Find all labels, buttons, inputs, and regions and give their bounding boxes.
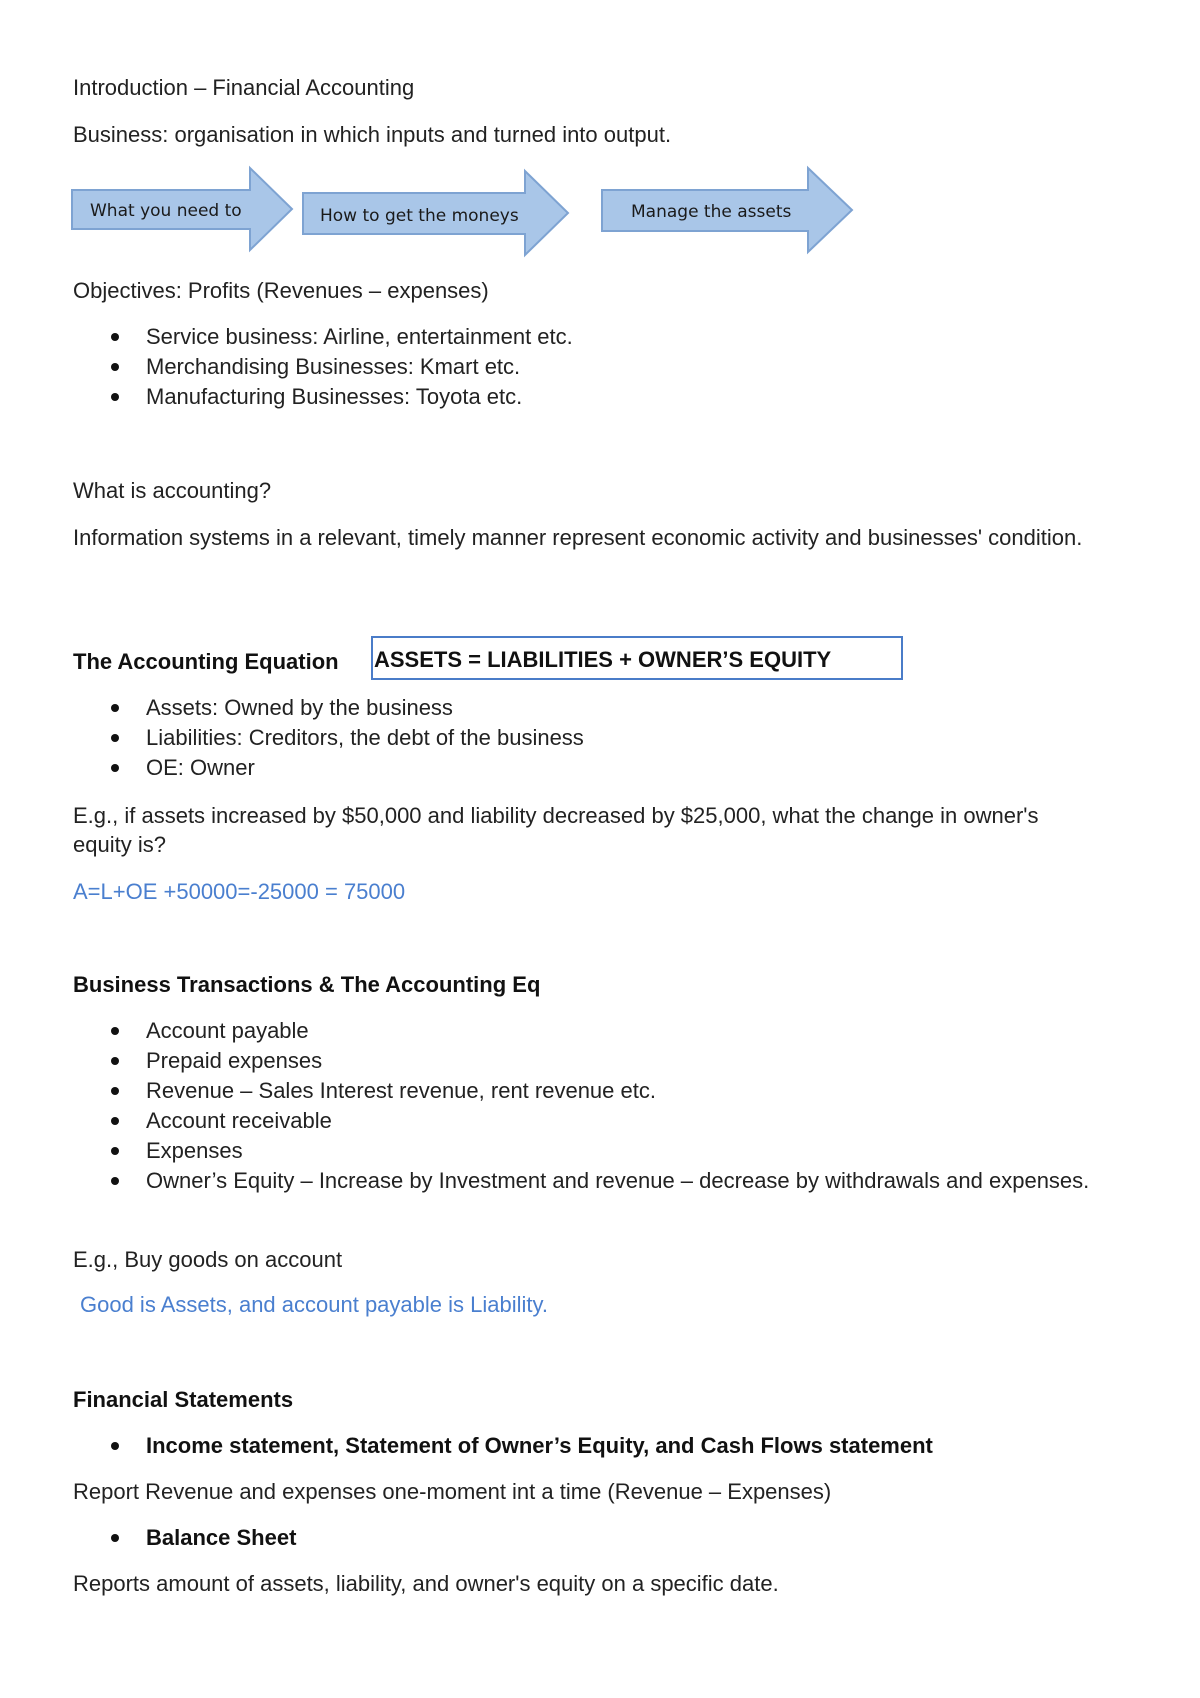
list-item: Income statement, Statement of Owner’s Equity, and Cash Flows statement xyxy=(73,1431,1156,1461)
list-item: Manufacturing Businesses: Toyota etc. xyxy=(73,382,1156,412)
transactions-list xyxy=(73,1016,1156,1196)
list-item: OE: Owner xyxy=(73,753,1156,783)
list-item: Account payable xyxy=(73,1016,1156,1046)
objectives-text: Objectives: Profits (Revenues – expenses) xyxy=(73,278,489,303)
statements-list-1 xyxy=(73,1431,1156,1461)
list-item: Assets: Owned by the business xyxy=(73,693,1156,723)
list-item: Prepaid expenses xyxy=(73,1046,1156,1076)
flow-arrow-label: What you need to xyxy=(90,201,242,221)
flow-arrow-label: How to get the moneys xyxy=(320,206,519,226)
process-flow-diagram xyxy=(70,165,870,260)
flow-arrow-1 xyxy=(72,168,292,250)
flow-arrow-3 xyxy=(602,168,852,252)
statements-list-2 xyxy=(73,1523,1156,1553)
list-item: Owner’s Equity – Increase by Investment and revenue – decrease by withdrawals and expenses. xyxy=(73,1166,1156,1196)
flow-arrow-label: Manage the assets xyxy=(631,202,792,222)
list-item: Service business: Airline, entertainment etc. xyxy=(73,322,1156,352)
equation-heading: The Accounting Equation xyxy=(73,649,339,674)
list-item: Expenses xyxy=(73,1136,1156,1166)
transactions-example: E.g., Buy goods on account xyxy=(73,1247,343,1272)
equation-example: E.g., if assets increased by $50,000 and liability decreased by $25,000, what the change in owner's equity is? xyxy=(73,803,1039,857)
transactions-heading: Business Transactions & The Accounting Eq xyxy=(73,972,541,997)
accounting-equation-formula: ASSETS = LIABILITIES + OWNER’S EQUITY xyxy=(374,647,832,672)
statement-2-description: Reports amount of assets, liability, and owner's equity on a specific date. xyxy=(73,1571,779,1596)
what-is-accounting-heading: What is accounting? xyxy=(73,478,272,503)
business-definition: Business: organisation in which inputs and turned into output. xyxy=(73,122,672,147)
list-item: Merchandising Businesses: Kmart etc. xyxy=(73,352,1156,382)
list-item: Revenue – Sales Interest revenue, rent revenue etc. xyxy=(73,1076,1156,1106)
transactions-answer: Good is Assets, and account payable is Liability. xyxy=(80,1292,548,1317)
equation-answer: A=L+OE +50000=-25000 = 75000 xyxy=(73,879,406,904)
doc-title: Introduction – Financial Accounting xyxy=(73,75,415,100)
business-types-list xyxy=(73,322,1156,412)
statements-heading: Financial Statements xyxy=(73,1387,294,1412)
list-item: Liabilities: Creditors, the debt of the business xyxy=(73,723,1156,753)
list-item: Account receivable xyxy=(73,1106,1156,1136)
flow-arrow-2 xyxy=(303,171,568,255)
statement-1-description: Report Revenue and expenses one-moment int a time (Revenue – Expenses) xyxy=(73,1479,832,1504)
accounting-definition: Information systems in a relevant, timely manner represent economic activity and businesses' condition. xyxy=(73,525,1083,550)
list-item: Balance Sheet xyxy=(73,1523,1156,1553)
equation-terms-list xyxy=(73,693,1156,783)
